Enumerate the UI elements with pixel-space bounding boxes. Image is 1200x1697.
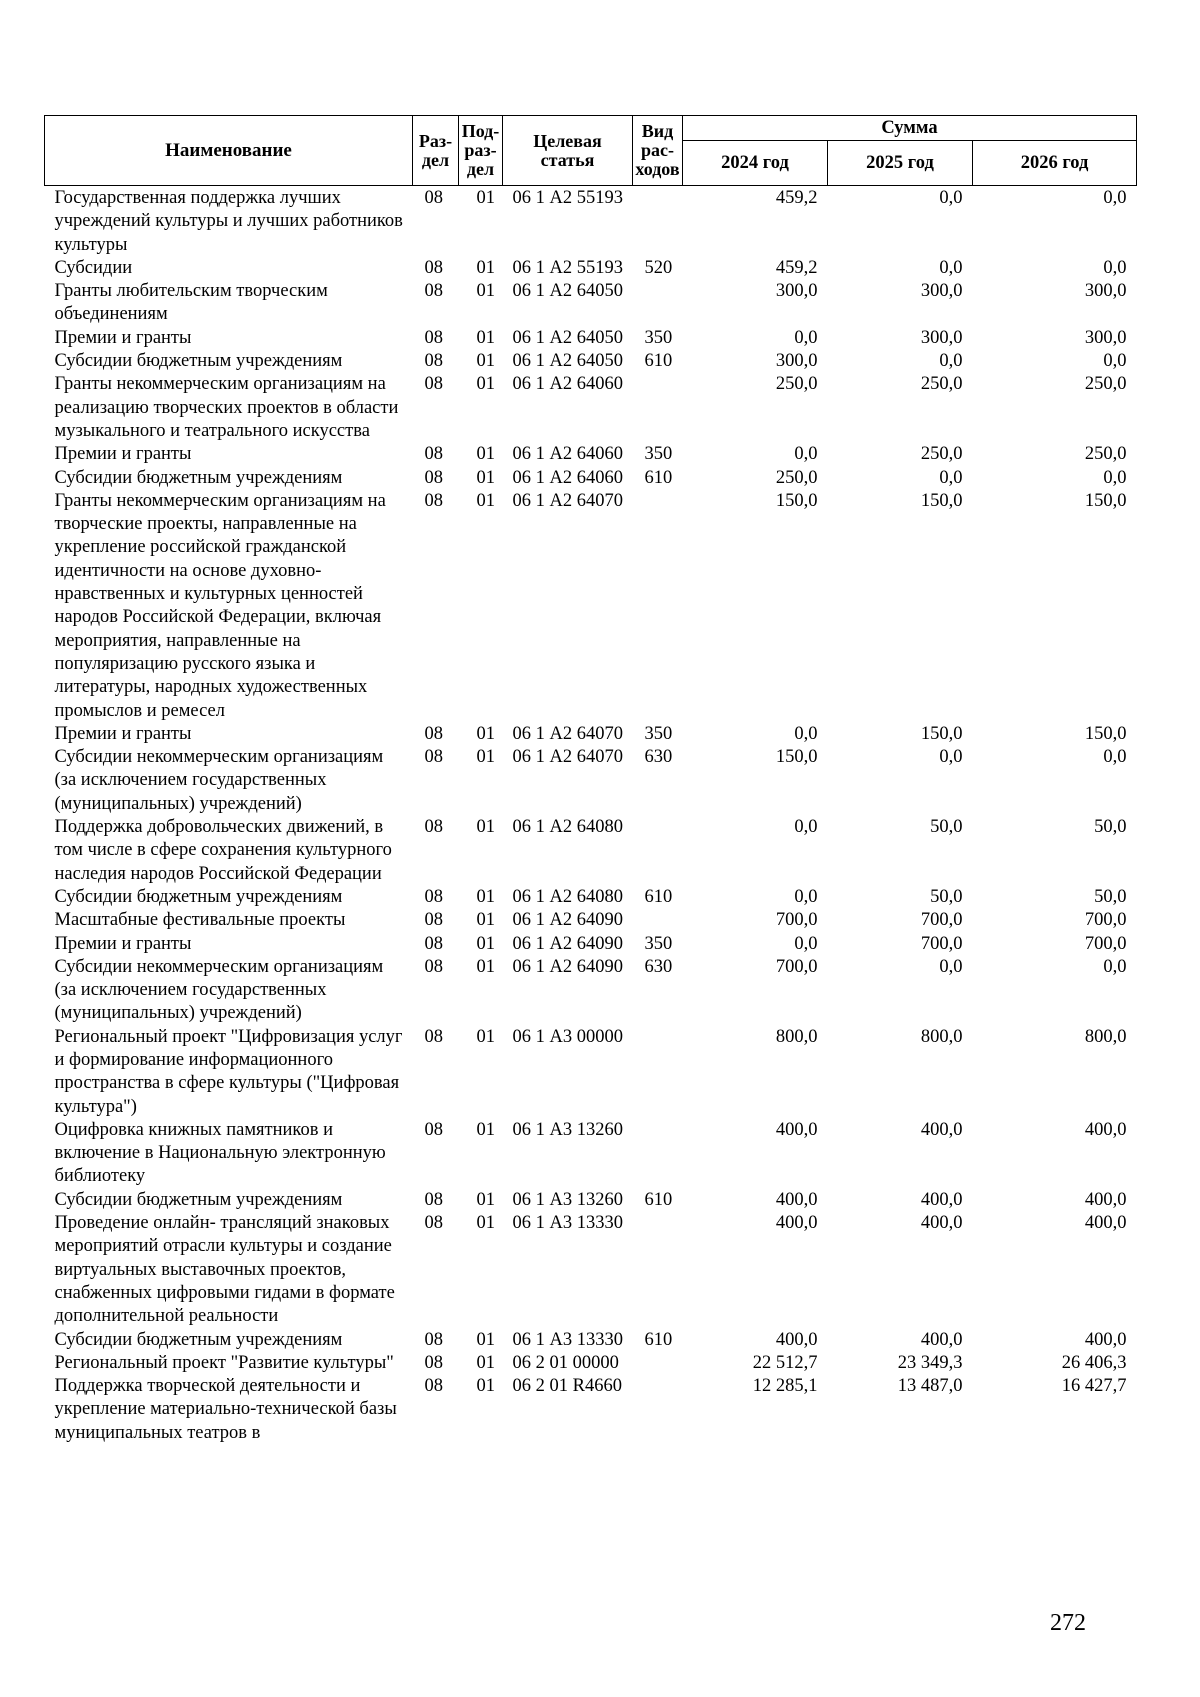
row-kind: 350 [644,444,673,465]
row-subsection: 01 [476,351,495,372]
row-kind: 610 [644,1189,673,1210]
row-name: Субсидии [54,257,133,278]
row-target: 06 1 А3 00000 [512,1026,623,1047]
row-section: 08 [424,723,443,744]
row-target: 06 1 А2 64050 [512,351,623,372]
row-target: 06 1 А2 64070 [512,723,623,744]
row-target: 06 1 А2 64090 [512,910,623,931]
row-subsection: 01 [476,1189,495,1210]
row-target: 06 2 01 R4660 [512,1376,622,1397]
row-subsection: 01 [476,1376,495,1397]
row-target: 06 1 А2 64050 [512,281,623,302]
row-amount-2026: 300,0 [1084,327,1127,348]
row-amount-2025: 250,0 [920,374,963,395]
row-target: 06 1 А2 64090 [512,956,623,977]
row-subsection: 01 [476,374,495,395]
row-name: Субсидии бюджетным учреждениям [54,886,343,907]
row-section: 08 [424,1189,443,1210]
row-subsection: 01 [476,886,495,907]
row-kind: 610 [644,886,673,907]
row-amount-2026: 0,0 [1103,351,1127,372]
table-row [45,327,1137,350]
row-amount-2025: 0,0 [939,467,963,488]
row-amount-2026: 26 406,3 [1061,1352,1127,1373]
row-kind: 630 [644,956,673,977]
row-amount-2025: 400,0 [920,1213,963,1234]
row-target: 06 1 А3 13330 [512,1329,623,1350]
row-subsection: 01 [476,1119,495,1140]
row-subsection: 01 [476,933,495,954]
row-target: 06 1 А2 55193 [512,188,623,208]
row-name: Поддержка добровольческих движений, в том числе в сфере сохранения культурного наследия народов Российской Федерации [54,817,392,884]
table-row [45,956,1137,1026]
row-amount-2026: 150,0 [1084,490,1127,511]
row-kind: 610 [644,467,673,488]
row-kind [633,909,683,932]
row-amount-2026: 16 427,7 [1061,1376,1127,1397]
row-amount-2026: 50,0 [1094,817,1127,838]
table-row [45,373,1137,443]
row-amount-2026: 0,0 [1103,747,1127,768]
row-subsection: 01 [476,747,495,768]
row-section: 08 [424,351,443,372]
row-kind: 350 [644,723,673,744]
header-kind: Вид рас- ходов [633,116,683,186]
row-amount-2024: 0,0 [794,933,818,954]
row-kind: 610 [644,351,673,372]
row-section: 08 [424,933,443,954]
row-subsection: 01 [476,490,495,511]
row-subsection: 01 [476,817,495,838]
row-amount-2024: 459,2 [775,188,818,208]
row-target: 06 1 А2 64080 [512,886,623,907]
row-amount-2025: 50,0 [930,886,963,907]
row-kind: 350 [644,327,673,348]
table-row [45,1189,1137,1212]
row-amount-2026: 700,0 [1084,910,1127,931]
page-number: 272 [1050,1610,1086,1636]
row-name: Премии и гранты [54,327,192,348]
row-kind [633,816,683,886]
table-body [45,186,1137,1446]
row-subsection: 01 [476,257,495,278]
row-section: 08 [424,1329,443,1350]
row-amount-2024: 150,0 [775,747,818,768]
row-amount-2026: 150,0 [1084,723,1127,744]
row-amount-2026: 250,0 [1084,374,1127,395]
row-amount-2026: 300,0 [1084,281,1127,302]
row-amount-2024: 0,0 [794,723,818,744]
row-amount-2025: 23 349,3 [897,1352,963,1373]
row-amount-2024: 400,0 [775,1119,818,1140]
row-subsection: 01 [476,467,495,488]
table-row [45,1375,1137,1445]
row-amount-2024: 400,0 [775,1189,818,1210]
row-kind [633,490,683,723]
row-amount-2026: 50,0 [1094,886,1127,907]
row-amount-2025: 0,0 [939,351,963,372]
row-target: 06 1 А2 55193 [512,257,623,278]
row-amount-2024: 0,0 [794,444,818,465]
row-name: Гранты некоммерческим организациям на реализацию творческих проектов в области музыкального и театрального искусства [54,374,399,441]
header-subsection: Под- раз- дел [459,116,503,186]
row-subsection: 01 [476,188,495,208]
row-section: 08 [424,327,443,348]
row-subsection: 01 [476,1026,495,1047]
row-amount-2025: 800,0 [920,1026,963,1047]
row-amount-2024: 0,0 [794,327,818,348]
row-subsection: 01 [476,1352,495,1373]
row-amount-2026: 700,0 [1084,933,1127,954]
row-target: 06 1 А2 64060 [512,467,623,488]
row-amount-2025: 50,0 [930,817,963,838]
row-amount-2026: 400,0 [1084,1119,1127,1140]
header-year-2025: 2025 год [828,141,973,186]
row-section: 08 [424,374,443,395]
row-section: 08 [424,1376,443,1397]
table-row [45,816,1137,886]
row-name: Государственная поддержка лучших учреждений культуры и лучших работников культуры [54,188,403,255]
row-kind: 350 [644,933,673,954]
row-name: Субсидии некоммерческим организациям (за исключением государственных (муниципальных) учреждений) [54,956,384,1024]
header-section: Раз- дел [413,116,459,186]
row-target: 06 1 А2 64060 [512,374,623,395]
row-subsection: 01 [476,956,495,977]
row-amount-2024: 700,0 [775,910,818,931]
row-target: 06 1 А3 13330 [512,1213,623,1234]
row-amount-2026: 400,0 [1084,1329,1127,1350]
row-target: 06 1 А2 64070 [512,490,623,511]
row-amount-2025: 700,0 [920,910,963,931]
table-row [45,443,1137,466]
row-kind [633,1026,683,1119]
row-subsection: 01 [476,1329,495,1350]
row-section: 08 [424,1352,443,1373]
table-row [45,1329,1137,1352]
row-target: 06 1 А2 64060 [512,444,623,465]
row-amount-2026: 400,0 [1084,1189,1127,1210]
row-amount-2025: 0,0 [939,956,963,977]
row-name: Региональный проект "Развитие культуры" [54,1352,394,1373]
row-subsection: 01 [476,1213,495,1234]
row-section: 08 [424,257,443,278]
row-amount-2025: 250,0 [920,444,963,465]
row-kind: 630 [644,747,673,768]
row-amount-2024: 300,0 [775,351,818,372]
row-amount-2024: 459,2 [775,257,818,278]
table-row [45,257,1137,280]
table-row [45,350,1137,373]
row-amount-2025: 0,0 [939,188,963,208]
row-amount-2024: 700,0 [775,956,818,977]
row-target: 06 1 А2 64090 [512,933,623,954]
row-amount-2024: 400,0 [775,1213,818,1234]
header-sum: Сумма [683,116,1137,141]
row-amount-2026: 0,0 [1103,188,1127,208]
row-amount-2024: 22 512,7 [752,1352,818,1373]
row-kind [633,186,683,257]
row-subsection: 01 [476,723,495,744]
table-row [45,1026,1137,1119]
row-name: Премии и гранты [54,723,192,744]
row-name: Субсидии бюджетным учреждениям [54,467,343,488]
row-amount-2025: 150,0 [920,490,963,511]
row-kind [633,373,683,443]
row-target: 06 1 А2 64070 [512,747,623,768]
row-target: 06 1 А2 64080 [512,817,623,838]
row-amount-2025: 0,0 [939,257,963,278]
table-row [45,186,1137,257]
row-section: 08 [424,747,443,768]
row-kind [633,1119,683,1189]
row-name: Региональный проект "Цифровизация услуг и формирование информационного пространства в сфере культуры ("Цифровая культура") [54,1026,403,1117]
row-amount-2024: 150,0 [775,490,818,511]
header-target: Целевая статья [503,116,633,186]
table-row [45,723,1137,746]
row-amount-2026: 400,0 [1084,1213,1127,1234]
row-amount-2024: 250,0 [775,467,818,488]
table-header [45,116,1137,186]
row-name: Субсидии бюджетным учреждениям [54,1329,343,1350]
row-amount-2026: 800,0 [1084,1026,1127,1047]
row-kind [633,280,683,327]
row-amount-2024: 12 285,1 [752,1376,818,1397]
row-amount-2025: 400,0 [920,1189,963,1210]
table-row [45,886,1137,909]
row-amount-2024: 400,0 [775,1329,818,1350]
budget-table [44,115,1137,1445]
row-section: 08 [424,1119,443,1140]
row-amount-2025: 13 487,0 [897,1376,963,1397]
row-amount-2026: 250,0 [1084,444,1127,465]
row-subsection: 01 [476,327,495,348]
row-section: 08 [424,467,443,488]
row-amount-2025: 150,0 [920,723,963,744]
header-year-2026: 2026 год [973,141,1137,186]
row-amount-2024: 0,0 [794,817,818,838]
header-year-2024: 2024 год [683,141,828,186]
row-amount-2025: 400,0 [920,1119,963,1140]
row-kind [633,1212,683,1328]
table-row [45,1212,1137,1328]
row-name: Премии и гранты [54,933,192,954]
row-section: 08 [424,910,443,931]
row-target: 06 1 А3 13260 [512,1119,623,1140]
row-section: 08 [424,188,443,208]
row-amount-2025: 400,0 [920,1329,963,1350]
row-name: Оцифровка книжных памятников и включение в Национальную электронную библиотеку [54,1119,386,1187]
row-amount-2026: 0,0 [1103,257,1127,278]
row-section: 08 [424,817,443,838]
row-name: Премии и гранты [54,444,192,465]
row-amount-2024: 0,0 [794,886,818,907]
row-name: Субсидии бюджетным учреждениям [54,1189,343,1210]
row-amount-2026: 0,0 [1103,467,1127,488]
row-amount-2025: 300,0 [920,327,963,348]
table-row [45,467,1137,490]
row-name: Масштабные фестивальные проекты [54,910,346,931]
row-section: 08 [424,281,443,302]
table-row [45,1352,1137,1375]
row-amount-2025: 0,0 [939,747,963,768]
table-row [45,280,1137,327]
row-name: Поддержка творческой деятельности и укрепление материально-технической базы муниципальных театров в [54,1376,397,1443]
row-section: 08 [424,490,443,511]
row-amount-2024: 800,0 [775,1026,818,1047]
row-subsection: 01 [476,281,495,302]
row-section: 08 [424,956,443,977]
row-amount-2024: 300,0 [775,281,818,302]
row-subsection: 01 [476,910,495,931]
row-section: 08 [424,444,443,465]
row-name: Проведение онлайн- трансляций знаковых мероприятий отрасли культуры и создание виртуальных выставочных проектов, снабженных цифровыми гидами в формате дополнительной реальности [54,1213,395,1327]
row-kind [633,1352,683,1375]
row-section: 08 [424,1026,443,1047]
row-amount-2026: 0,0 [1103,956,1127,977]
row-name: Гранты любительским творческим объединениям [54,281,328,325]
row-name: Субсидии бюджетным учреждениям [54,351,343,372]
row-amount-2025: 300,0 [920,281,963,302]
row-section: 08 [424,1213,443,1234]
row-target: 06 1 А2 64050 [512,327,623,348]
row-section: 08 [424,886,443,907]
row-subsection: 01 [476,444,495,465]
row-amount-2024: 250,0 [775,374,818,395]
row-kind: 610 [644,1329,673,1350]
table-row [45,909,1137,932]
table-row [45,746,1137,816]
row-name: Гранты некоммерческим организациям на творческие проекты, направленные на укрепление российской гражданской идентичности на основе духовно-нравственных и культурных ценностей народов Российской Федерации, включая мероприятия, направленные на популяризацию русского языка и литературы, народных художественных промыслов и ремесел [54,490,386,721]
header-name: Наименование [45,116,413,186]
row-kind: 520 [644,257,673,278]
row-amount-2025: 700,0 [920,933,963,954]
table-row [45,1119,1137,1189]
row-target: 06 2 01 00000 [512,1352,619,1373]
row-kind [633,1375,683,1445]
table-row [45,490,1137,723]
row-name: Субсидии некоммерческим организациям (за исключением государственных (муниципальных) учреждений) [54,747,384,814]
table-row [45,933,1137,956]
row-target: 06 1 А3 13260 [512,1189,623,1210]
